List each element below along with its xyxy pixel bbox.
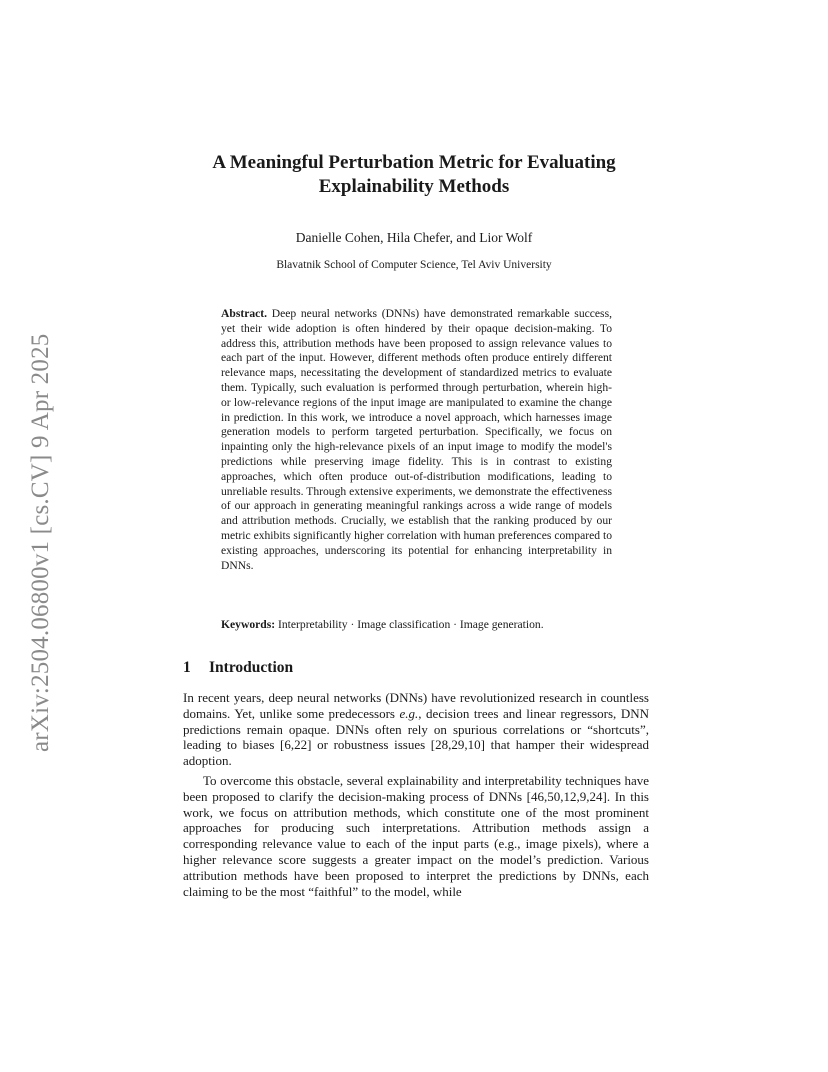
intro-paragraph-1-part-a: In recent years, deep neural networks (DNNs) have revolutionized research in countless domains. Yet, unlike some predecessors [183, 690, 649, 721]
abstract-label: Abstract. [221, 307, 268, 320]
abstract [221, 307, 612, 573]
intro-paragraph-1-part-b: , decision trees and linear regressors, DNN predictions remain opaque. DNNs often rely on spurious correlations or “shortcuts”, leading to biases [6,22] or robustness issues [28,29,10] that hamper their widespread adoption. [183, 705, 649, 769]
abstract-text: Deep neural networks (DNNs) have demonstrated remarkable success, yet their wide adoption is often hindered by their opaque decision-making. To address this, attribution methods have been proposed to assign relevance values to each part of the input. However, different methods often produce entirely different relevance maps, necessitating the development of standardized metrics to evaluate them. Typically, such evaluation is performed through perturbation, wherein high- or low-relevance regions of the input image are manipulated to examine the change in prediction. In this work, we introduce a novel approach, which harnesses image generation models to perform targeted perturbation. Specifically, we focus on inpainting only the high-relevance pixels of an input image to modify the model's predictions while preserving image fidelity. This is in contrast to existing approaches, which often produce out-of-distribution modifications, leading to unreliable results. Through extensive experiments, we demonstrate the effectiveness of our approach in generating meaningful rankings across a wide range of models and attribution methods. Crucially, we establish that the ranking produced by our metric exhibits significantly higher correlation with human preferences compared to existing approaches, underscoring its potential for enhancing interpretability in DNNs. [221, 307, 612, 572]
section-heading-introduction [183, 658, 649, 678]
keywords-text: Interpretability · Image classification · Image generation. [278, 618, 544, 631]
section-number: 1 [183, 659, 191, 676]
intro-paragraph-1-eg: e.g. [399, 705, 419, 721]
section-title: Introduction [209, 659, 294, 676]
paper-authors: Danielle Cohen, Hila Chefer, and Lior Wolf [295, 230, 533, 245]
paper-title-line-1: A Meaningful Perturbation Metric for Evaluating [212, 152, 616, 173]
arxiv-identifier: arXiv:2504.06800v1 [cs.CV] 9 Apr 2025 [27, 333, 54, 752]
paper-title [150, 151, 678, 199]
intro-paragraph-2: To overcome this obstacle, several explainability and interpretability techniques have been proposed to clarify the decision-making process of DNNs [46,50,12,9,24]. In this work, we focus on attribution methods, which constitute one of the most prominent approaches for producing such interpretations. Attribution methods assign a corresponding relevance value to each of the input parts (e.g., image pixels), where a higher relevance score suggests a greater impact on the model’s prediction. Various attribution methods have been proposed to interpret the predictions by DNNs, each claiming to be the most “faithful” to the model, while [183, 773, 649, 899]
keywords-label: Keywords: [221, 618, 276, 631]
intro-paragraph-1 [183, 690, 649, 769]
paper-affiliation: Blavatnik School of Computer Science, Tel Aviv University [276, 259, 552, 271]
keywords [221, 618, 612, 633]
paper-title-line-2: Explainability Methods [318, 176, 510, 197]
